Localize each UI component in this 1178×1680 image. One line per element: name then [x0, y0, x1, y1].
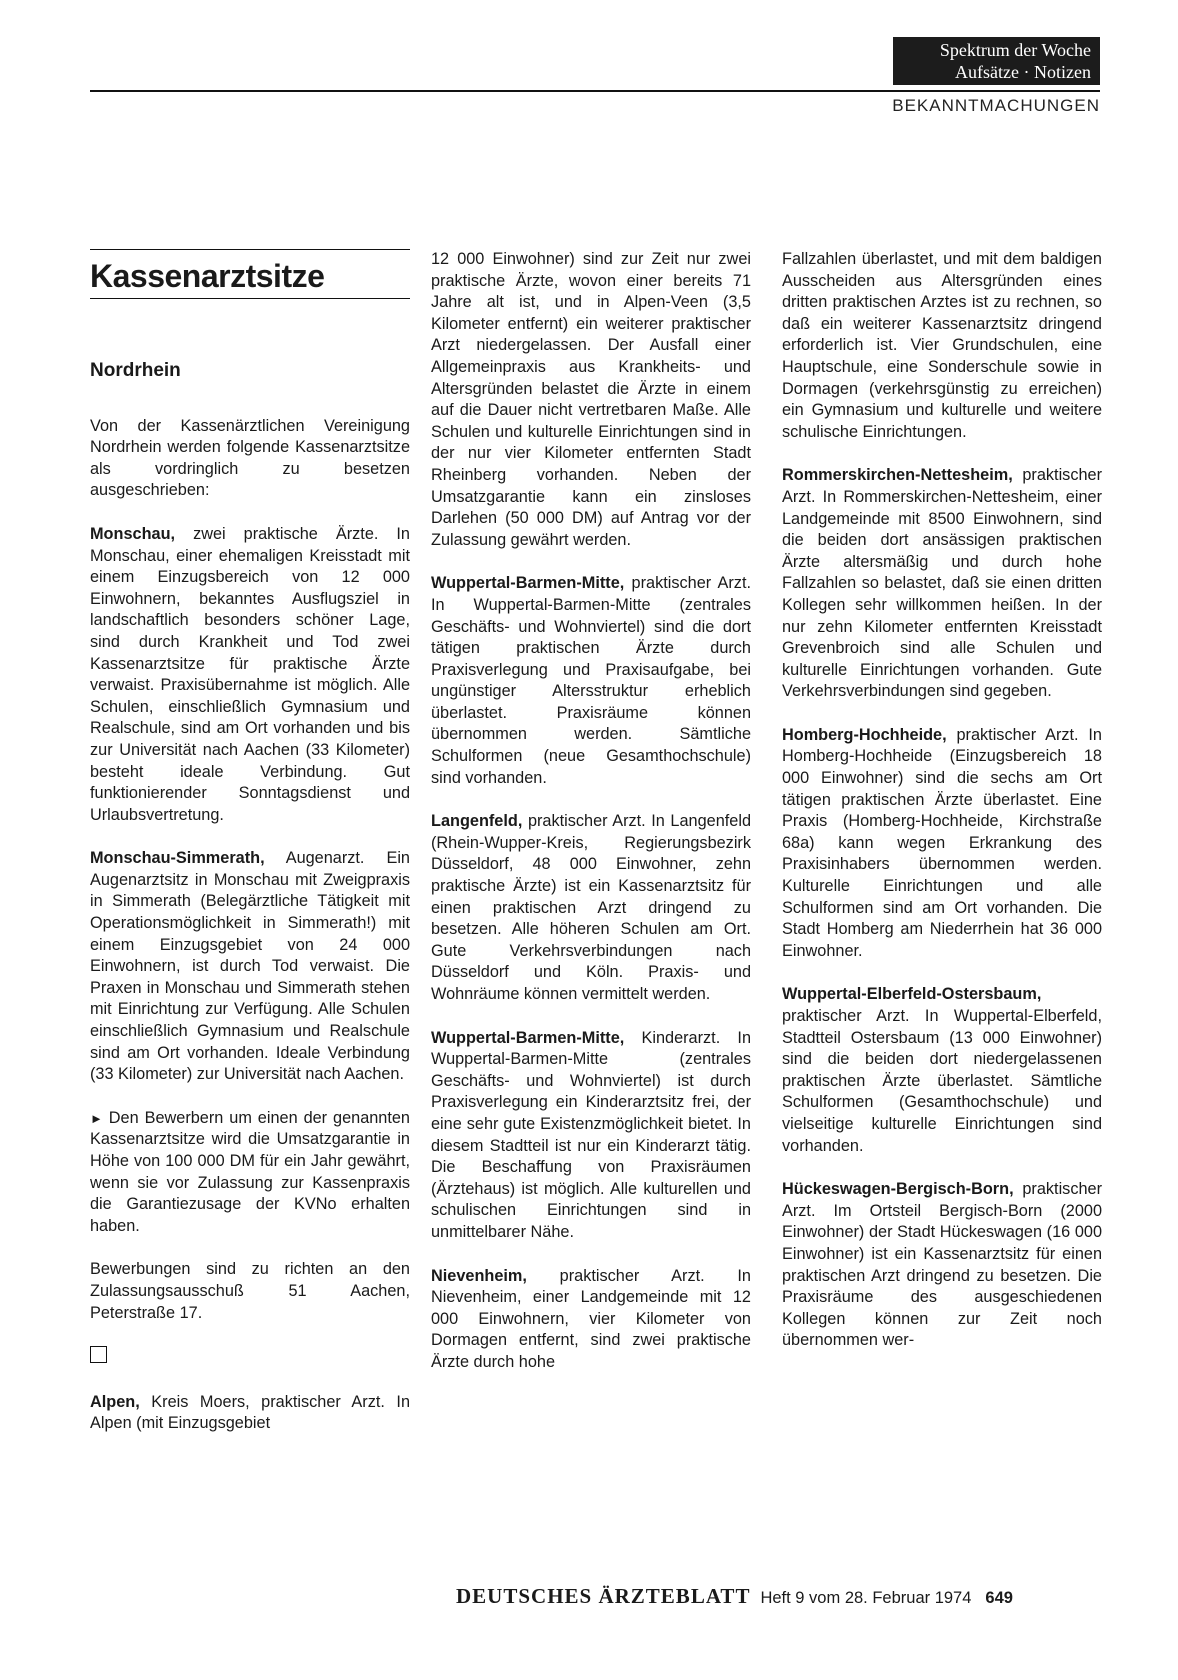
guarantee-note — [90, 1108, 410, 1238]
issue-info: Heft 9 vom 28. Februar 1974 — [760, 1589, 972, 1607]
entry-rommerskirchen — [782, 465, 1102, 703]
article-title: Kassenarztsitze — [90, 258, 325, 294]
entry-heading: Homberg-Hochheide, — [782, 725, 947, 744]
page-number: 649 — [985, 1589, 1013, 1607]
entry-hueckeswagen — [782, 1179, 1102, 1352]
entry-text: Augenarzt. Ein Augenarztsitz in Monschau mit Zweigpraxis in Simmerath (Belegärztliche Tätigkeit mit Operationsmöglichkeit in Simmerath!) mit einem Einzugsgebiet von 24 000 Einwohnern, ist durch Tod verwaist. Die Praxen in Monschau und Simmerath stehen mit Einrichtung zur Verfügung. Alle Schulen einschließlich Gymnasium und Realschule sind am Ort vorhanden. Ideale Verbindung (33 Kilometer) zur Universität nach Aachen. — [90, 849, 410, 1084]
note-text: Den Bewerbern um einen der genannten Kassenarztsitze wird die Umsatzgarantie in Höhe von 100 000 DM für ein Jahr gewährt, wenn sie vor Zulassung zur Kassenpraxis die Garantiezusage der KVNo erhalten haben. — [90, 1108, 410, 1235]
region-subhead: Nordrhein — [90, 360, 181, 381]
column-1 — [90, 360, 410, 1457]
badge-line-1: Spektrum der Woche — [939, 40, 1091, 60]
badge-line-2: Aufsätze · Notizen — [955, 62, 1091, 82]
entry-monschau-simmerath — [90, 848, 410, 1086]
entry-langenfeld — [431, 811, 751, 1005]
entry-heading: Rommerskirchen-Nettesheim, — [782, 466, 1013, 485]
entry-text: praktischer Arzt. In Wuppertal-Barmen-Mitte (zentrales Geschäfts- und Wohnviertel) sind die dort tätigen praktischen Ärzte durch Praxisverlegung und Praxisaufgabe, bei ungünstiger Altersstruktur erheblich überlastet. Praxisräume können übernommen werden. Sämtliche Schulformen (neue Gesamthochschule) sind vorhanden. — [431, 574, 751, 787]
page-footer — [456, 1584, 1013, 1609]
column-3 — [782, 249, 1102, 1374]
entry-wuppertal-elberfeld — [782, 984, 1102, 1157]
header-rule — [90, 90, 1100, 92]
entry-heading: Langenfeld, — [431, 812, 523, 831]
triangle-marker-icon: ► — [90, 1110, 103, 1126]
intro-paragraph: Von der Kassenärztlichen Vereinigung Nordrhein werden folgende Kassenarztsitze als vordringlich zu besetzen ausgeschrieben: — [90, 416, 410, 500]
entry-heading: Wuppertal-Barmen-Mitte, — [431, 1028, 625, 1047]
entry-heading: Nievenheim, — [431, 1266, 527, 1285]
entry-heading: Wuppertal-Barmen-Mitte, — [431, 574, 625, 593]
entry-wuppertal-barmen-mitte-1 — [431, 573, 751, 789]
entry-heading: Alpen, — [90, 1392, 140, 1411]
section-label: BEKANNTMACHUNGEN — [892, 96, 1100, 115]
title-rule-bottom — [90, 298, 410, 299]
entry-homberg-hochheide — [782, 725, 1102, 963]
entry-text: praktischer Arzt. In Rommerskirchen-Nettesheim, einer Landgemeinde mit 8500 Einwohnern, sind die beiden dort ansässigen praktischen Ärzte altersmäßig und durch hohe Fallzahlen so belastet, daß sie einen dritten Kollegen sehr willkommen heißen. In der nur zehn Kilometer entfernten Kreisstadt Grevenbroich sind alle Schulen und kulturelle Einrichtungen vorhanden. Gute Verkehrsverbindungen sind gegeben. — [782, 466, 1102, 701]
entry-nievenheim-continued: Fallzahlen überlastet, und mit dem baldigen Ausscheiden aus Altersgründen eines dritten praktischen Arztes ist zu rechnen, so daß ein weiterer Kassenarztsitz dringend erforderlich ist. Vier Grundschulen, eine Hauptschule, eine Sonderschule sowie in Dormagen (verkehrsgünstig zu erreichen) ein Gymnasium und kulturelle und weitere schulische Einrichtungen. — [782, 250, 1102, 441]
application-address: Bewerbungen sind zu richten an den Zulassungsausschuß 51 Aachen, Peterstraße 17. — [90, 1260, 410, 1322]
entry-monschau — [90, 524, 410, 826]
entry-text: Kinderarzt. In Wuppertal-Barmen-Mitte (zentrales Geschäfts- und Wohnviertel) ist durch Praxisverlegung ein Kinderarztsitz frei, der eine sehr gute Existenzmöglichkeit bietet. In diesem Stadtteil ist nur ein Kinderarzt tätig. Die Beschaffung von Praxisräumen (Ärztehaus) ist möglich. Alle kulturellen und schulischen Einrichtungen sind in unmittelbarer Nähe. — [431, 1028, 751, 1241]
entry-text: praktischer Arzt. Im Ortsteil Bergisch-Born (2000 Einwohner) der Stadt Hückeswagen (16 000 Einwohner) ist ein Kassenarztsitz für einen praktischen Arzt dringend zu besetzen. Die Praxisräume des ausgeschiedenen Kollegen können zur Zeit noch übernommen wer- — [782, 1180, 1102, 1350]
section-divider — [90, 1346, 410, 1370]
entry-text: Kreis Moers, praktischer Arzt. In Alpen (mit Einzugsgebiet — [90, 1392, 410, 1433]
entry-heading: Wuppertal-Elberfeld-Ostersbaum, — [782, 985, 1042, 1004]
entry-text: praktischer Arzt. In Nievenheim, einer Landgemeinde mit 12 000 Einwohnern, vier Kilometer von Dormagen entfernt, sind zwei praktische Ärzte durch hohe — [431, 1266, 751, 1371]
journal-name: DEUTSCHES ÄRZTEBLATT — [456, 1584, 751, 1608]
column-2 — [431, 249, 751, 1396]
entry-heading: Hückeswagen-Bergisch-Born, — [782, 1180, 1014, 1199]
entry-alpen — [90, 1392, 410, 1435]
section-badge — [893, 37, 1100, 85]
entry-text: praktischer Arzt. In Langenfeld (Rhein-Wupper-Kreis, Regierungsbezirk Düsseldorf, 48 000 Einwohner, zehn praktische Ärzte) ist ein Kassenarztsitz für einen praktischen Arzt dringend zu besetzen. Alle höheren Schulen am Ort. Gute Verkehrsverbindungen nach Düsseldorf und Köln. Praxis- und Wohnräume können vermittelt werden. — [431, 812, 751, 1003]
square-divider-icon — [90, 1346, 107, 1363]
entry-text: zwei praktische Ärzte. In Monschau, einer ehemaligen Kreisstadt mit einem Einzugsbereich von 12 000 Einwohnern, bekanntes Ausflugsziel in landschaftlich besonders schöner Lage, sind durch Krankheit und Tod zwei Kassenarztsitze für praktische Ärzte verwaist. Praxisübernahme ist möglich. Alle Schulen, einschließlich Gymnasium und Realschule, sind am Ort vorhanden und bis zur Universität nach Aachen (33 Kilometer) besteht ideale Verbindung. Gut funktionierender Sonntagsdienst und Urlaubsvertretung. — [90, 524, 410, 824]
entry-text: praktischer Arzt. In Wuppertal-Elberfeld, Stadtteil Ostersbaum (13 000 Einwohner) sind die beiden dort niedergelassenen praktischen Ärzte überlastet. Sämtliche Schulformen (Gesamthochschule) und vielseitige kulturelle Einrichtungen sind vorhanden. — [782, 1007, 1102, 1155]
entry-heading: Monschau, — [90, 524, 176, 543]
entry-heading: Monschau-Simmerath, — [90, 849, 265, 868]
entry-text: praktischer Arzt. In Homberg-Hochheide (Einzugsbereich 18 000 Einwohner) sind die sechs am Ort tätigen praktischen Ärzte überlastet. Eine Praxis (Homberg-Hochheide, Kirchstraße 68a) kann wegen Erkrankung des Praxisinhabers übernommen werden. Kulturelle Einrichtungen und alle Schulformen sind am Ort vorhanden. Die Stadt Homberg am Niederrhein hat 36 000 Einwohner. — [782, 725, 1102, 960]
title-rule-top — [90, 249, 410, 250]
entry-alpen-continued: 12 000 Einwohner) sind zur Zeit nur zwei praktische Ärzte, wovon einer bereits 71 Jahre alt ist, und in Alpen-Veen (3,5 Kilometer entfernt) ein weiterer praktischer Arzt niedergelassen. Der Ausfall einer Allgemeinpraxis aus Krankheits- und Altersgründen belastet die Ärzte in einem auf die Dauer nicht vertretbaren Maße. Alle Schulen und kulturelle Einrichtungen sind in der nur vier Kilometer entfernten Stadt Rheinberg vorhanden. Neben der Umsatzgarantie kann ein zinsloses Darlehen (50 000 DM) auf Antrag vor der Zulassung gewährt werden. — [431, 250, 751, 549]
entry-wuppertal-barmen-mitte-2 — [431, 1028, 751, 1244]
entry-nievenheim — [431, 1266, 751, 1374]
